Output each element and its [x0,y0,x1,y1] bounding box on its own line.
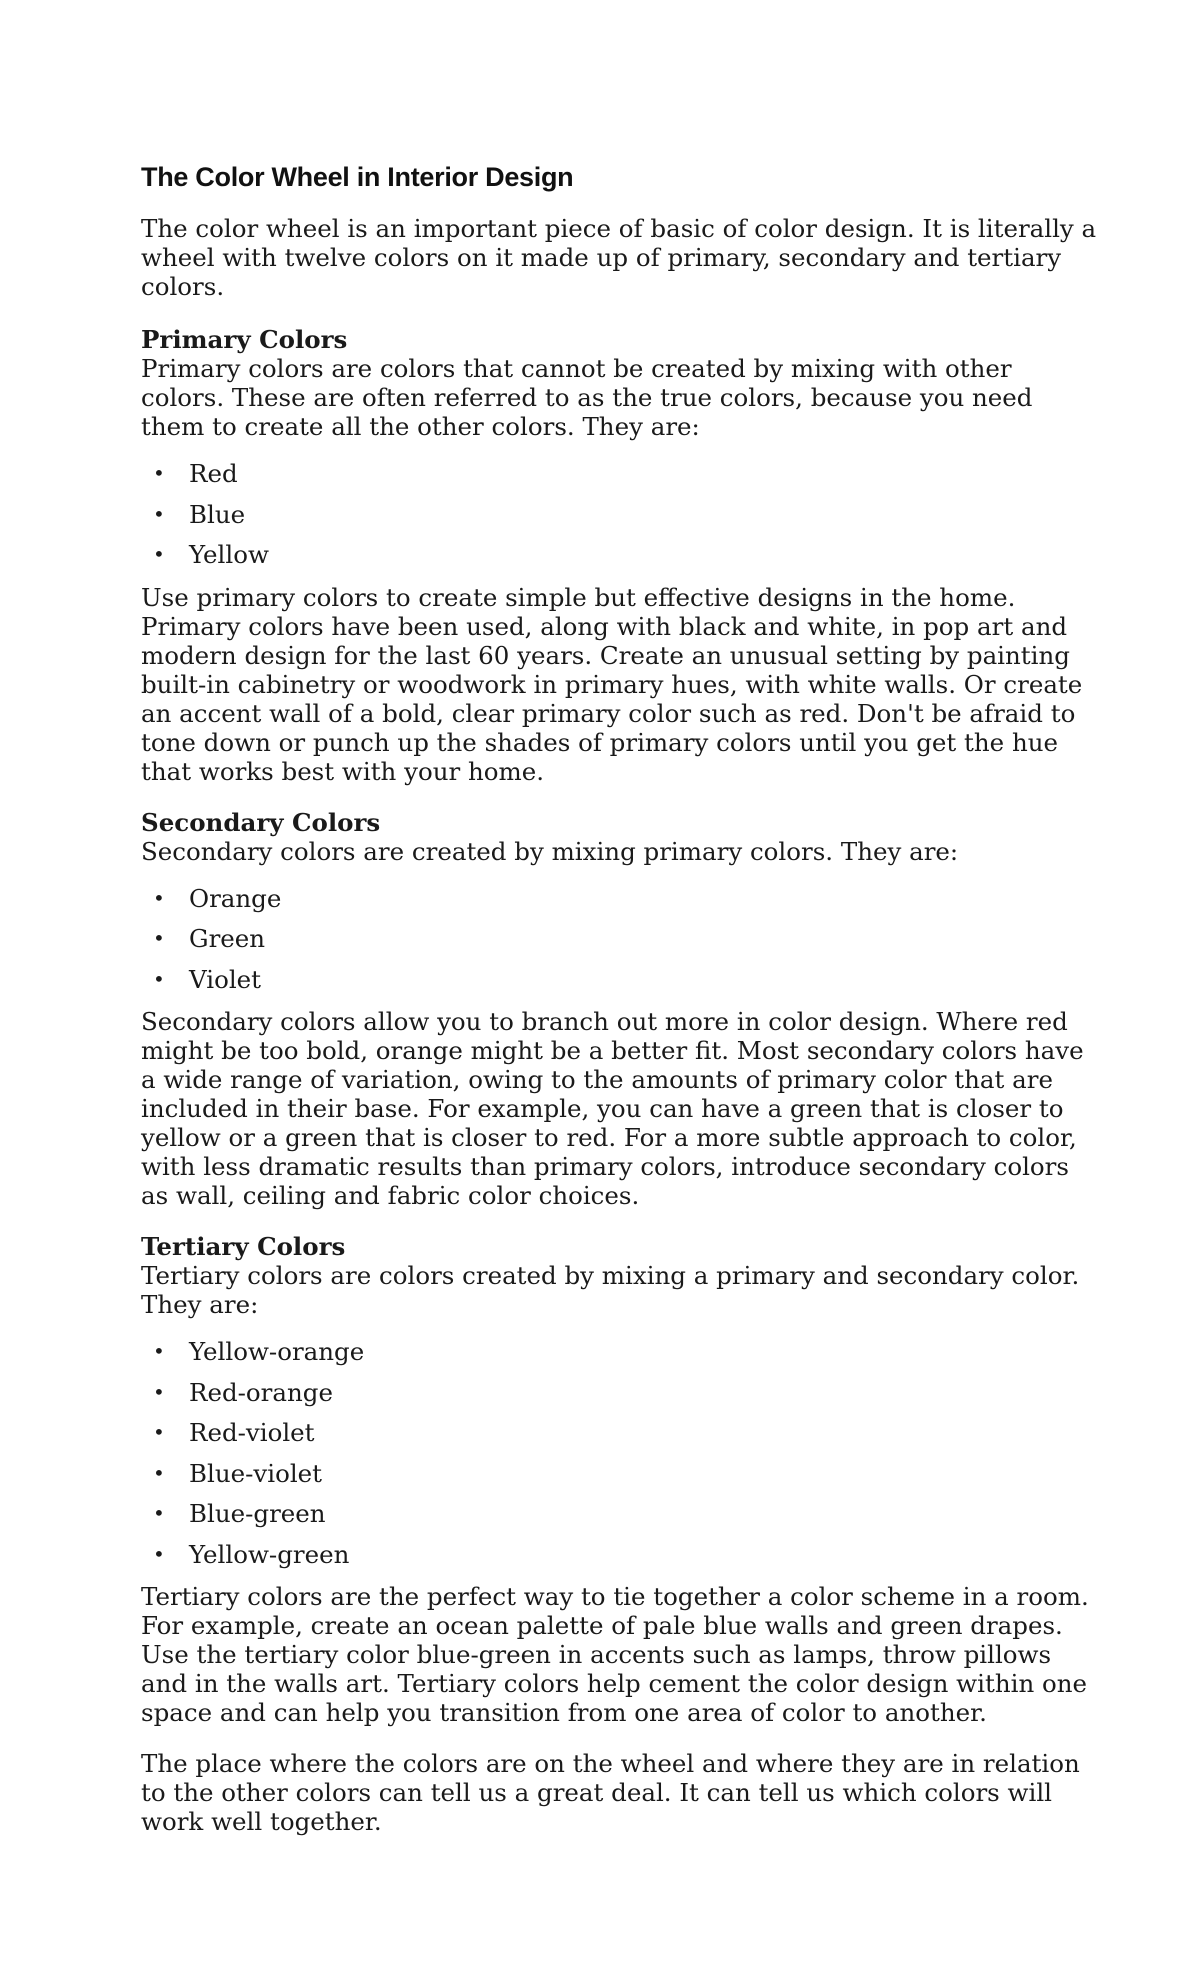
list-item [141,459,1101,500]
list-item [141,500,1101,541]
list-item [141,884,1101,925]
tertiary-description-paragraph [141,1232,1101,1319]
list-item [141,1499,1101,1540]
list-item-label: Red-violet [189,1418,315,1447]
bullet-icon: • [153,1501,165,1525]
secondary-followup-paragraph: Secondary colors allow you to branch out more in color design. Where red might be too bold, orange might be a better fit. Most secondary colors have a wide range of variation, owing to the amounts of primary color that are included in their base. For example, you can have a green that is closer to yellow or a green that is closer to red. For a more subtle approach to color, with less dramatic results than primary colors, introduce secondary colors as wall, ceiling and fabric color choices. [141,1007,1084,1210]
tertiary-followup-paragraph: Tertiary colors are the perfect way to tie together a color scheme in a room. For example, create an ocean palette of pale blue walls and green drapes. Use the tertiary color blue-green in accents such as lamps, throw pillows and in the walls art. Tertiary colors help cement the color design within one space and can help you transition from one area of color to another. [141,1582,1089,1727]
secondary-colors-heading: Secondary Colors [141,807,381,837]
primary-description: Primary colors are colors that cannot be created by mixing with other colors. These are often referred to as the true colors, because you need them to create all the other colors. They are: [141,354,1033,441]
bullet-icon: • [153,1541,165,1566]
primary-colors-section [141,325,1101,786]
list-item [141,1378,1101,1419]
list-item [141,1459,1101,1500]
list-item [141,1337,1101,1378]
secondary-colors-section [141,808,1101,1211]
bullet-icon: • [153,542,165,566]
closing-paragraph: The place where the colors are on the wheel and where they are in relation to the other colors can tell us a great deal. It can tell us which colors will work well together. [141,1749,1080,1836]
list-item [141,965,1101,1006]
secondary-description: Secondary colors are created by mixing primary colors. They are: [141,836,959,866]
bullet-icon: • [153,1460,165,1485]
bullet-icon: • [153,966,165,991]
list-item-label: Blue [189,499,246,529]
list-item-label: Red-orange [189,1377,333,1407]
list-item-label: Orange [189,883,282,913]
list-item-label: Blue-green [189,1499,326,1528]
secondary-description-paragraph [141,808,1101,866]
list-item-label: Yellow [189,540,269,569]
tertiary-colors-section [141,1232,1101,1727]
tertiary-description: Tertiary colors are colors created by mixing a primary and secondary color. They are: [141,1261,1080,1319]
list-item-label: Green [189,924,266,953]
primary-followup-paragraph: Use primary colors to create simple but effective designs in the home. Primary colors have been used, along with black and white, in pop art and modern design for the last 60 years. Create an unusual setting by painting built-in cabinetry or woodwork in primary hues, with white walls. Or create an accent wall of a bold, clear primary color such as red. Don't be afraid to tone down or punch up the shades of primary colors until you get the hue that works best with your home. [141,582,1083,786]
list-item-label: Yellow-orange [189,1337,365,1366]
list-item [141,1418,1101,1459]
list-item [141,924,1101,965]
bullet-icon: • [153,501,165,526]
list-item-label: Violet [189,964,262,994]
list-item [141,540,1101,581]
intro-paragraph: The color wheel is an important piece of basic of color design. It is literally a wheel with twelve colors on it made up of primary, secondary and tertiary colors. [141,214,1097,301]
list-item [141,1540,1101,1581]
list-item-label: Blue-violet [189,1458,323,1488]
bullet-icon: • [153,1379,165,1404]
bullet-icon: • [153,926,165,950]
primary-colors-list [141,459,1101,581]
secondary-colors-list [141,884,1101,1006]
page-title: The Color Wheel in Interior Design [141,162,574,192]
bullet-icon: • [153,885,165,910]
tertiary-colors-list [141,1337,1101,1580]
list-item-label: Yellow-green [189,1539,350,1569]
document-page [141,160,1101,1858]
primary-description-paragraph [141,325,1101,441]
bullet-icon: • [153,1339,165,1363]
list-item-label: Red [189,459,238,488]
bullet-icon: • [153,461,165,485]
bullet-icon: • [153,1420,165,1444]
primary-colors-heading: Primary Colors [141,325,348,354]
tertiary-colors-heading: Tertiary Colors [141,1232,346,1261]
